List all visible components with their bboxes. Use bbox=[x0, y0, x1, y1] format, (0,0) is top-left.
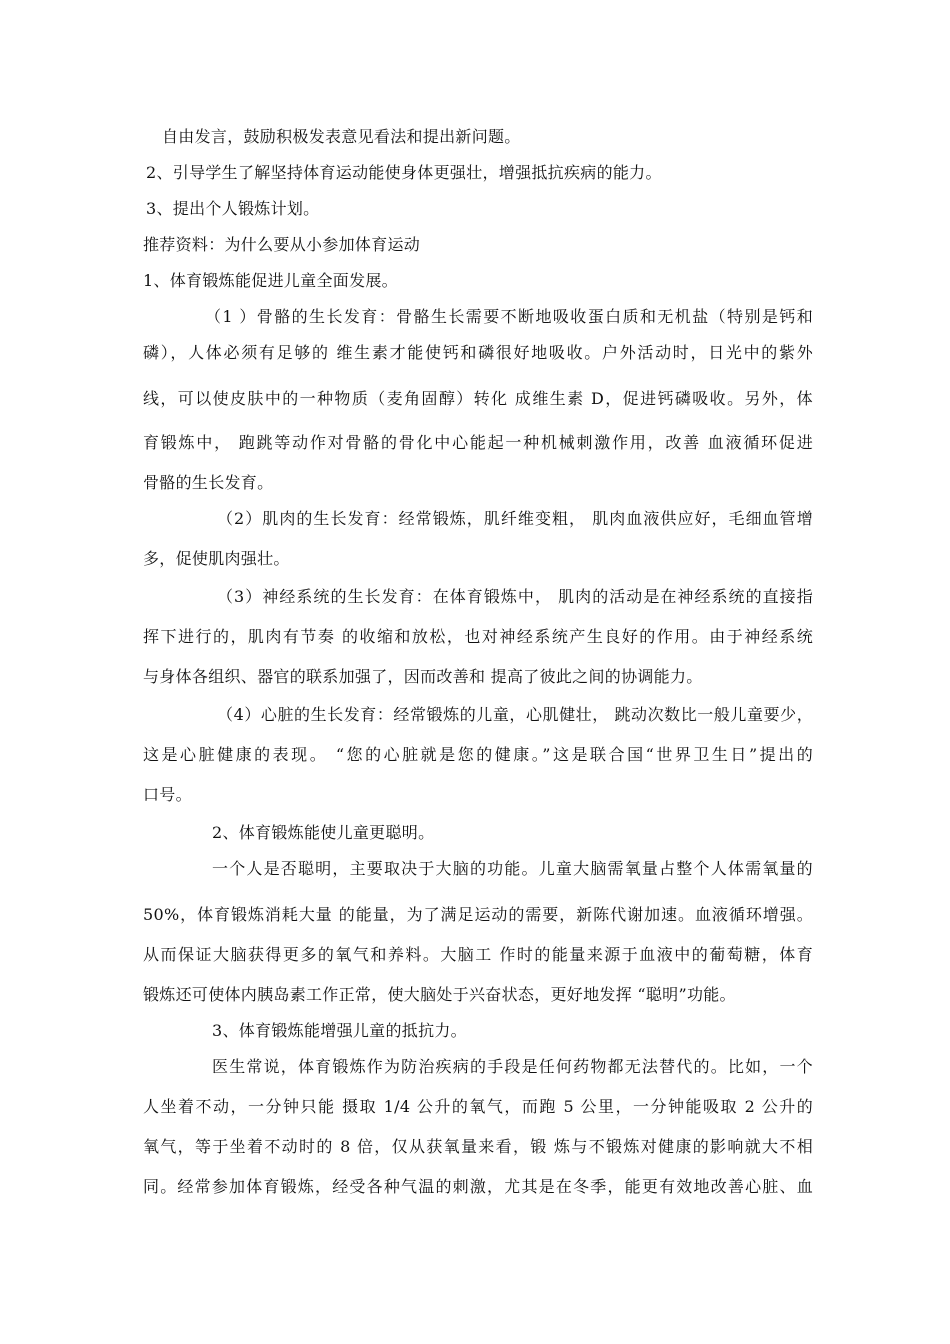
text-line: 2、引导学生了解坚持体育运动能使身体更强壮，增强抵抗疾病的能力。 bbox=[146, 163, 662, 182]
text-line: 氧气，等于坐着不动时的 8 倍，仅从获氧量来看，锻 炼与不锻炼对健康的影响就大不相 bbox=[143, 1137, 813, 1156]
text-line: 线，可以使皮肤中的一种物质（麦角固醇）转化 成维生素 D，促进钙磷吸收。另外，体 bbox=[143, 389, 813, 408]
text-line: 骨骼的生长发育。 bbox=[143, 473, 274, 492]
text-line: 锻炼还可使体内胰岛素工作正常，使大脑处于兴奋状态，更好地发挥 “聪明”功能。 bbox=[143, 985, 736, 1004]
text-line: 育锻炼中， 跑跳等动作对骨骼的骨化中心能起一种机械刺激作用，改善 血液循环促进 bbox=[143, 433, 813, 452]
text-line: 挥下进行的，肌肉有节奏 的收缩和放松，也对神经系统产生良好的作用。由于神经系统 bbox=[143, 627, 813, 646]
text-line: 多，促使肌肉强壮。 bbox=[143, 549, 290, 568]
text-line: 2、体育锻炼能使儿童更聪明。 bbox=[212, 823, 435, 842]
text-line: 同。经常参加体育锻炼，经受各种气温的刺激，尤其是在冬季，能更有效地改善心脏、血 bbox=[143, 1177, 813, 1196]
text-line: 磷），人体必须有足够的 维生素才能使钙和磷很好地吸收。户外活动时，日光中的紫外 bbox=[143, 343, 813, 362]
text-line: 1、体育锻炼能促进儿童全面发展。 bbox=[143, 271, 398, 290]
text-line: 3、体育锻炼能增强儿童的抵抗力。 bbox=[212, 1021, 467, 1040]
text-line: 与身体各组织、器官的联系加强了，因而改善和 提高了彼此之间的协调能力。 bbox=[143, 667, 703, 686]
text-line: 3、提出个人锻炼计划。 bbox=[146, 199, 320, 218]
text-line: 这是心脏健康的表现。 “您的心脏就是您的健康。”这是联合国“世界卫生日”提出的 bbox=[143, 745, 813, 764]
text-line: （3）神经系统的生长发育：在体育锻炼中， 肌肉的活动是在神经系统的直接指 bbox=[217, 587, 813, 606]
text-line: 一个人是否聪明，主要取决于大脑的功能。儿童大脑需氧量占整个人体需氧量的 bbox=[212, 859, 813, 878]
text-line: 推荐资料：为什么要从小参加体育运动 bbox=[143, 235, 421, 254]
text-line: 人坐着不动，一分钟只能 摄取 1/4 公升的氧气，而跑 5 公里，一分钟能吸取 2 公升的 bbox=[143, 1097, 813, 1116]
text-line: 自由发言，鼓励积极发表意见看法和提出新问题。 bbox=[162, 127, 521, 146]
text-line: （2）肌肉的生长发育：经常锻炼，肌纤维变粗， 肌肉血液供应好，毛细血管增 bbox=[217, 509, 813, 528]
text-line: 从而保证大脑获得更多的氧气和养料。大脑工 作时的能量来源于血液中的葡萄糖，体育 bbox=[143, 945, 813, 964]
text-line: （4）心脏的生长发育：经常锻炼的儿童，心肌健壮， 跳动次数比一般儿童要少， bbox=[217, 705, 813, 724]
text-line: （1 ）骨骼的生长发育：骨骼生长需要不断地吸收蛋白质和无机盐（特别是钙和 bbox=[205, 307, 813, 326]
text-line: 医生常说，体育锻炼作为防治疾病的手段是任何药物都无法替代的。比如，一个 bbox=[212, 1057, 813, 1076]
text-line: 50%，体育锻炼消耗大量 的能量，为了满足运动的需要，新陈代谢加速。血液循环增强。 bbox=[143, 905, 813, 924]
text-line: 口号。 bbox=[143, 785, 192, 804]
